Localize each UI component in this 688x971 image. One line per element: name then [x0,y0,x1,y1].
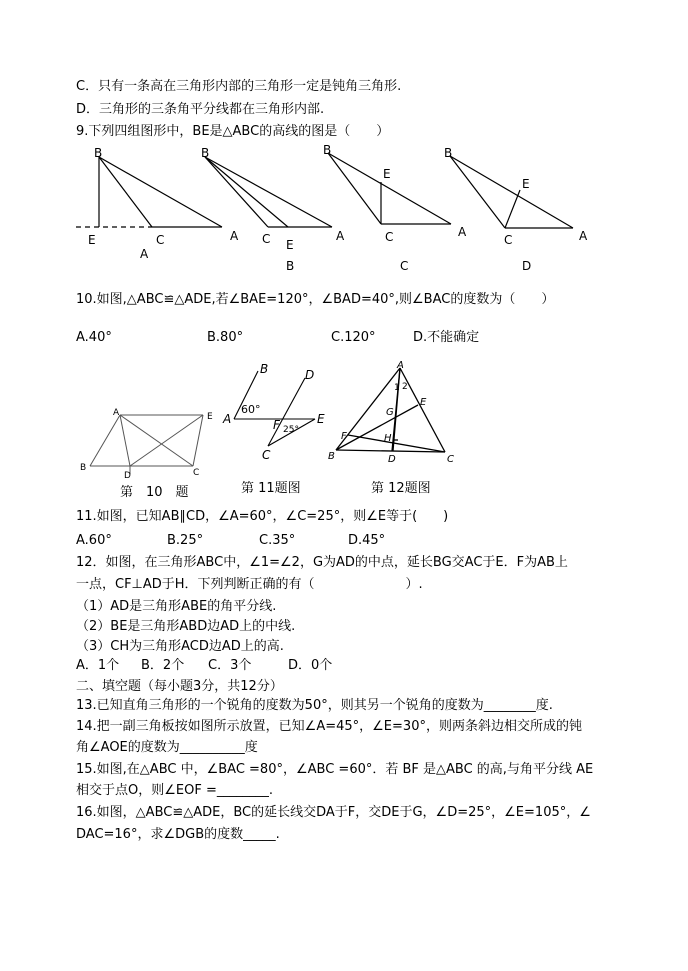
fig4-choice-label: D [522,259,532,273]
fig1-label-B: B [94,146,103,160]
q12-option-a: A．1个 [76,658,120,673]
q10-option-b: B.80° [207,330,244,345]
question-14-line2: 角∠AOE的度数为__________度 [76,740,258,755]
option-c-line: C．只有一条高在三角形内部的三角形一定是钝角三角形. [76,79,402,94]
fig4-label-C: C [504,233,513,247]
fig11-label-B: B [260,362,269,376]
fig3-label-B: B [323,143,332,157]
fig10-label-A: A [113,408,120,418]
option-d-line: D．三角形的三条角平分线都在三角形内部. [76,102,325,117]
question-13: 13.已知直角三角形的一个锐角的度数为50°，则其另一个锐角的度数为________度. [76,698,553,713]
fig10-caption: 第 10 题 [120,485,189,500]
q12-statement-2: （2）BE是三角形ABD边AD上的中线. [76,619,296,634]
fig10-label-C: C [193,468,200,478]
question-14-line1: 14.把一副三角板按如图所示放置，已知∠A=45°，∠E=30°，则两条斜边相交所成的钝 [76,719,582,734]
question-16-line1: 16.如图，△ABC≌△ADE，BC的延长线交DA于F，交DE于G，∠D=25°，∠E=105°，∠ [76,805,591,820]
fig12-label-E: E [420,397,427,408]
q11-option-b: B.25° [167,533,204,548]
fig2-label-A: A [336,229,345,243]
fig12-label-A: A [397,360,404,371]
q12-option-b: B．2个 [141,658,185,673]
question-12-line2: 一点，CF⊥AD于H．下列判断正确的有（ ）. [76,577,423,592]
fig11-label-E: E [317,412,325,426]
q12-statement-3: （3）CH为三角形ACD边AD上的高. [76,639,284,654]
section-2-heading: 二、填空题（每小题3分，共12分） [76,679,283,694]
fig3-choice-label: C [400,259,409,273]
q11-option-a: A.60° [76,533,112,548]
q11-option-c: C.35° [259,533,296,548]
fig2-label-C: C [262,232,271,246]
fig10-label-E: E [207,412,213,422]
question-11: 11.如图，已知AB∥CD，∠A=60°，∠C=25°，则∠E等于( ) [76,509,449,524]
fig11-caption: 第 11题图 [241,481,301,496]
fig12-label-D: D [388,454,396,465]
fig1-label-A: A [230,229,239,243]
q10-option-c: C.120° [331,330,376,345]
question-15-line1: 15.如图,在△ABC 中，∠BAC =80°，∠ABC =60°．若 BF 是△ABC 的高,与角平分线 AE [76,762,594,777]
fig12-label-F: F [341,431,347,442]
fig12-label-C: C [447,454,454,465]
fig11-label-F: F [273,418,280,432]
fig12-label-2: 2 [402,382,408,392]
fig1-label-E: E [88,233,96,247]
fig12-label-G: G [386,407,394,418]
fig3-label-A: A [458,225,467,239]
fig10-label-B: B [80,463,87,473]
fig12-label-H: H [384,433,392,444]
fig11-label-A: A [223,412,232,426]
q10-option-d: D.不能确定 [413,330,480,345]
fig12-label-1: 1 [394,383,400,393]
question-16-line2: DAC=16°，求∠DGB的度数_____. [76,827,280,842]
q12-statement-1: （1）AD是三角形ABE的角平分线. [76,599,277,614]
fig11-angle-25: 25° [283,425,299,435]
fig12-label-B: B [328,451,335,462]
q11-option-d: D.45° [348,533,386,548]
question-10: 10.如图,△ABC≌△ADE,若∠BAE=120°，∠BAD=40°,则∠BAC的度数为（ ） [76,292,555,307]
fig1-choice-label: A [140,247,149,261]
fig3-label-C: C [385,230,394,244]
fig11-angle-60: 60° [241,403,261,416]
fig4-label-E: E [522,177,530,191]
fig4-label-A: A [579,229,588,243]
question-12-line1: 12．如图，在三角形ABC中，∠1=∠2，G为AD的中点，延长BG交AC于E．F为AB上 [76,555,568,570]
fig12-caption: 第 12题图 [371,481,431,496]
fig4-label-B: B [444,146,453,160]
q12-option-d: D．0个 [288,658,333,673]
fig11-label-D: D [305,368,315,382]
fig10-label-D: D [124,471,131,481]
fig2-label-E: E [286,238,294,252]
fig2-choice-label: B [286,259,295,273]
question-15-line2: 相交于点O，则∠EOF =________. [76,783,273,798]
question-9: 9.下列四组图形中，BE是△ABC的高线的图是（ ） [76,124,390,139]
q12-option-c: C．3个 [208,658,252,673]
fig11-label-C: C [262,448,271,462]
fig3-label-E: E [383,167,391,181]
fig2-label-B: B [201,146,210,160]
q10-option-a: A.40° [76,330,112,345]
fig1-label-C: C [156,233,165,247]
